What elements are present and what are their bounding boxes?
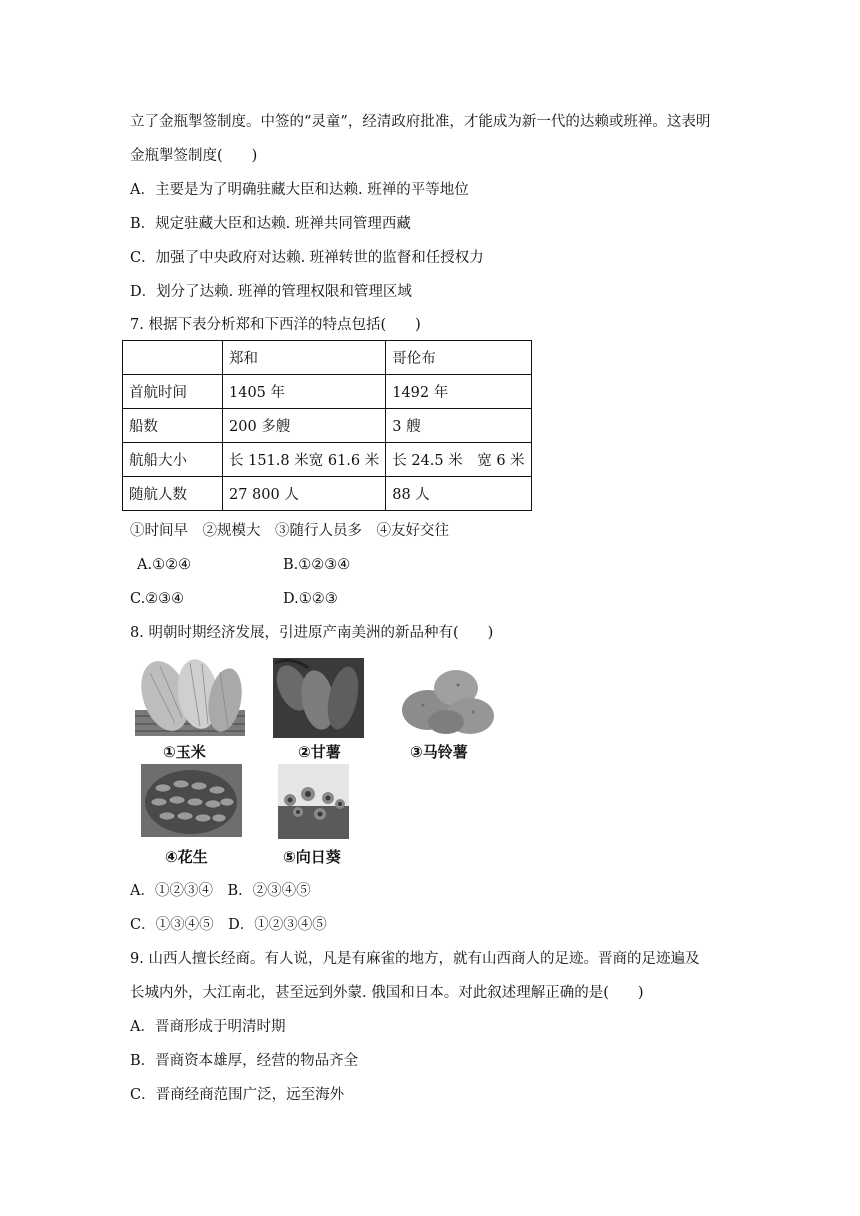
table-cell: 船数 [123, 409, 223, 443]
sunflower-photo [278, 764, 349, 839]
q6-option-b: B．规定驻藏大臣和达赖. 班禅共同管理西藏 [130, 216, 411, 232]
peanut-photo [141, 764, 242, 837]
q9-stem-line1: 9. 山西人擅长经商。有人说，凡是有麻雀的地方，就有山西商人的足迹。晋商的足迹遍及 [130, 951, 700, 967]
table-cell: 200 多艘 [223, 409, 386, 443]
table-cell: 1405 年 [223, 375, 386, 409]
q9-option-c: C．晋商经商范围广泛，远至海外 [130, 1087, 345, 1103]
q7-features: ①时间早 ②规模大 ③随行人员多 ④友好交往 [130, 523, 449, 539]
q8-stem: 8. 明朝时期经济发展，引进原产南美洲的新品种有( ) [130, 625, 494, 641]
q6-option-d: D．划分了达赖. 班禅的管理权限和管理区域 [130, 284, 412, 300]
q9-option-b: B．晋商资本雄厚，经营的物品齐全 [130, 1053, 359, 1069]
table-header-cell: 郑和 [223, 341, 386, 375]
table-cell: 长 24.5 米 宽 6 米 [386, 443, 531, 477]
q9-stem-line2: 长城内外，大江南北，甚至远到外蒙. 俄国和日本。对此叙述理解正确的是( ) [130, 985, 644, 1001]
sunflower-caption: ⑤向日葵 [283, 848, 341, 866]
q7-option-c: C.②③④ [130, 591, 185, 607]
potato-caption: ③马铃薯 [410, 743, 468, 761]
q7-option-d: D.①②③ [283, 591, 338, 607]
table-cell: 长 151.8 米宽 61.6 米 [223, 443, 386, 477]
table-cell: 首航时间 [123, 375, 223, 409]
q7-stem: 7. 根据下表分析郑和下西洋的特点包括( ) [130, 317, 421, 333]
table-cell: 1492 年 [386, 375, 531, 409]
table-cell: 3 艘 [386, 409, 531, 443]
comparison-table [122, 340, 532, 511]
table-row [123, 477, 532, 511]
corn-caption: ①玉米 [163, 743, 206, 761]
sweet-potato-caption: ②甘薯 [298, 743, 341, 761]
sweet-potato-photo [273, 658, 364, 738]
q6-stem-line1: 立了金瓶掣签制度。中签的“灵童”，经清政府批准，才能成为新一代的达赖或班禅。这表明 [130, 114, 711, 130]
q8-options-line1: A．①②③④ B．②③④⑤ [130, 883, 311, 899]
q9-option-a: A．晋商形成于明清时期 [130, 1019, 286, 1035]
table-row [123, 443, 532, 477]
table-header-row [123, 341, 532, 375]
q7-option-b: B.①②③④ [283, 557, 351, 573]
table-header-cell: 哥伦布 [386, 341, 531, 375]
q7-option-a: A.①②④ [137, 557, 192, 573]
peanut-caption: ④花生 [165, 848, 208, 866]
table-row [123, 409, 532, 443]
table-cell: 航船大小 [123, 443, 223, 477]
table-header-cell [123, 341, 223, 375]
table-row [123, 375, 532, 409]
q6-stem-line2: 金瓶掣签制度( ) [130, 148, 258, 164]
table-cell: 随航人数 [123, 477, 223, 511]
corn-photo [130, 658, 245, 738]
q8-options-line2: C．①③④⑤ D．①②③④⑤ [130, 917, 327, 933]
table-cell: 88 人 [386, 477, 531, 511]
q6-option-a: A．主要是为了明确驻藏大臣和达赖. 班禅的平等地位 [130, 182, 469, 198]
potato-photo [398, 660, 498, 738]
q6-option-c: C．加强了中央政府对达赖. 班禅转世的监督和任授权力 [130, 250, 484, 266]
table-cell: 27 800 人 [223, 477, 386, 511]
